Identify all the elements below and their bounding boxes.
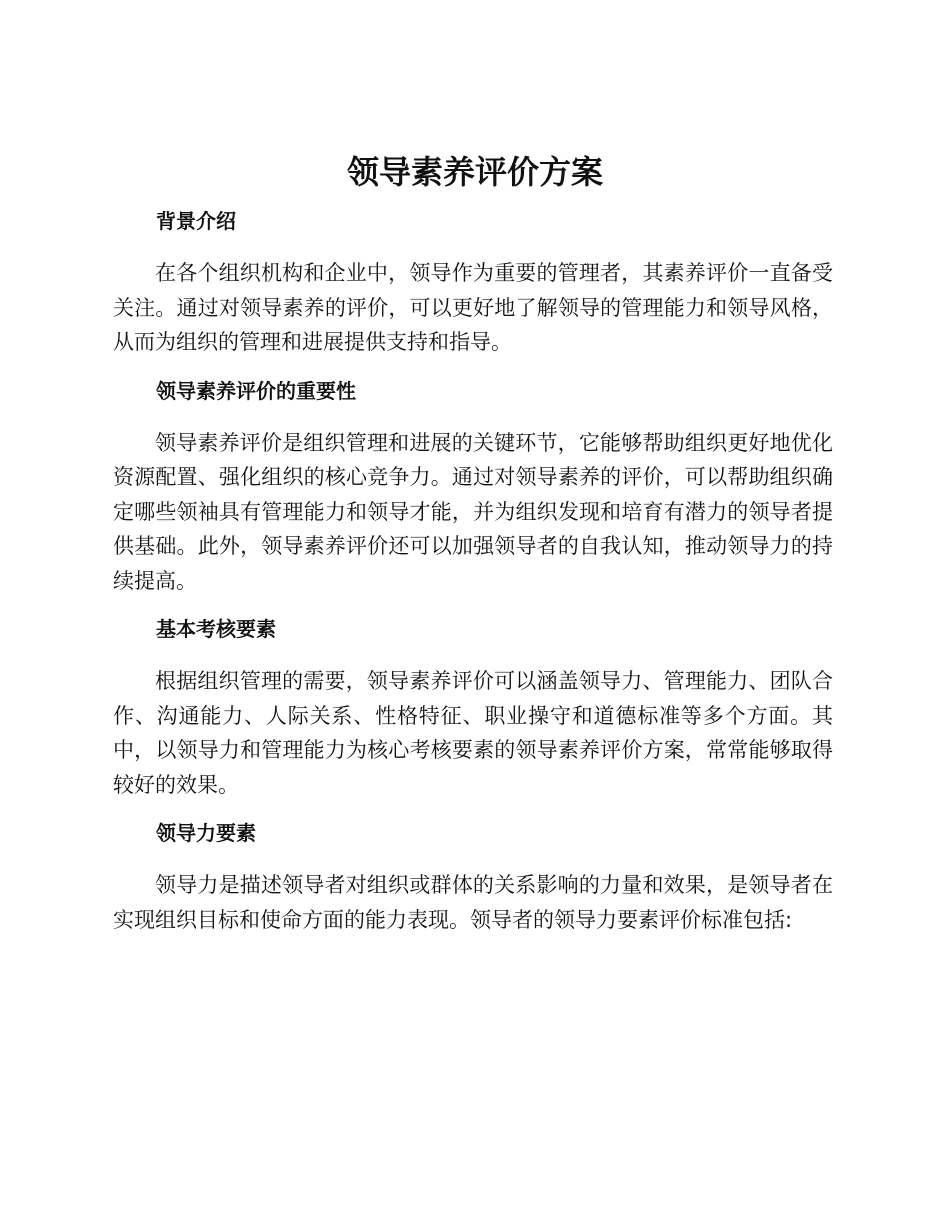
section-heading: 背景介绍: [156, 209, 236, 233]
document-title: 领导素养评价方案: [346, 153, 603, 191]
section-heading: 领导素养评价的重要性: [156, 378, 356, 403]
section-heading: 基本考核要素: [156, 617, 276, 641]
section-importance: [113, 370, 833, 609]
section-paragraph: 领导素养评价是组织管理和进展的关键环节，它能够帮助组织更好地优化资源配置、强化组织的核心竞争力。通过对领导素养的评价，可以帮助组织确定哪些领袖具有管理能力和领导才能，并为组织发现和培育有潜力的领导者提供基础。此外，领导素养评价还可以加强领导者的自我认知，推动领导力的持续提高。: [113, 430, 833, 593]
section-paragraph: 根据组织管理的需要，领导素养评价可以涵盖领导力、管理能力、团队合作、沟通能力、人际关系、性格特征、职业操守和道德标准等多个方面。其中，以领导力和管理能力为核心考核要素的领导素养评价方案，常常能够取得较好的效果。: [113, 669, 833, 797]
section-paragraph: 在各个组织机构和企业中，领导作为重要的管理者，其素养评价一直备受关注。通过对领导素养的评价，可以更好地了解领导的管理能力和领导风格，从而为组织的管理和进展提供支持和指导。: [113, 261, 833, 354]
document-body: [113, 200, 833, 937]
section-heading: 领导力要素: [156, 821, 256, 845]
section-leadership-elements: [113, 812, 833, 937]
section-paragraph: 领导力是描述领导者对组织或群体的关系影响的力量和效果，是领导者在实现组织目标和使命方面的能力表现。领导者的领导力要素评价标准包括:: [113, 873, 833, 932]
section-basic-elements: [113, 608, 833, 812]
section-background: [113, 200, 833, 370]
